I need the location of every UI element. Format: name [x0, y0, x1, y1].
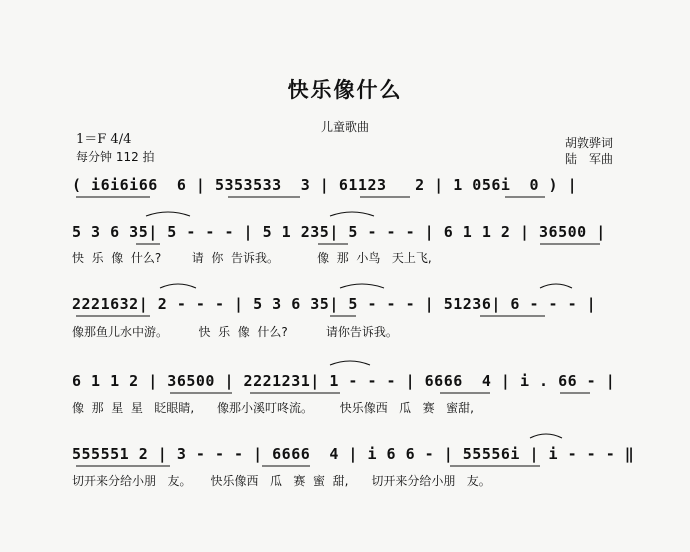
song-title: 快乐像什么: [287, 78, 403, 102]
notation-line-2: 5 3 6 35| 5 - - - | 5 1 235| 5 - - - | 6 1 1 2 | 36500 |: [72, 223, 606, 241]
lyrics-line-4: 像 那 星 星 眨眼睛, 像那小溪叮咚流。 快乐像西 瓜 赛 蜜甜,: [72, 401, 474, 415]
notation-line-1: ( i6i6i66 6 | 5353533 3 | 61123 2 | 1 056i 0 ) |: [72, 176, 578, 194]
lyrics-line-3: 像那鱼儿水中游。 快 乐 像 什么? 请你告诉我。: [72, 325, 398, 339]
notation-line-3: 2221632| 2 - - - | 5 3 6 35| 5 - - - | 51236| 6 - - - |: [72, 295, 597, 313]
lyrics-line-5: 切开来分给小朋 友。 快乐像西 瓜 赛 蜜 甜, 切开来分给小朋 友。: [72, 474, 491, 488]
tie-slur: [160, 284, 196, 288]
key-signature: 1＝F 4/4: [76, 132, 132, 147]
lyrics-line-2: 快 乐 像 什么? 请 你 告诉我。 像 那 小鸟 天上飞,: [72, 251, 432, 265]
notation-line-4: 6 1 1 2 | 36500 | 2221231| 1 - - - | 6666 4 | i . 66 - |: [72, 372, 616, 390]
tie-slur: [340, 284, 384, 288]
tie-slur: [330, 361, 370, 365]
tie-slur: [530, 434, 562, 438]
tempo-marking: 每分钟 112 拍: [76, 150, 155, 164]
tie-slur: [330, 212, 374, 216]
tie-slur: [540, 284, 572, 288]
lyricist-credit: 胡敦骅词: [565, 136, 614, 150]
tie-slur: [146, 212, 190, 216]
song-subtitle: 儿童歌曲: [320, 120, 369, 134]
composer-credit: 陆 军曲: [565, 152, 614, 166]
notation-line-5: 555551 2 | 3 - - - | 6666 4 | i 6 6 - | 55556i | i - - - ‖: [72, 445, 635, 463]
